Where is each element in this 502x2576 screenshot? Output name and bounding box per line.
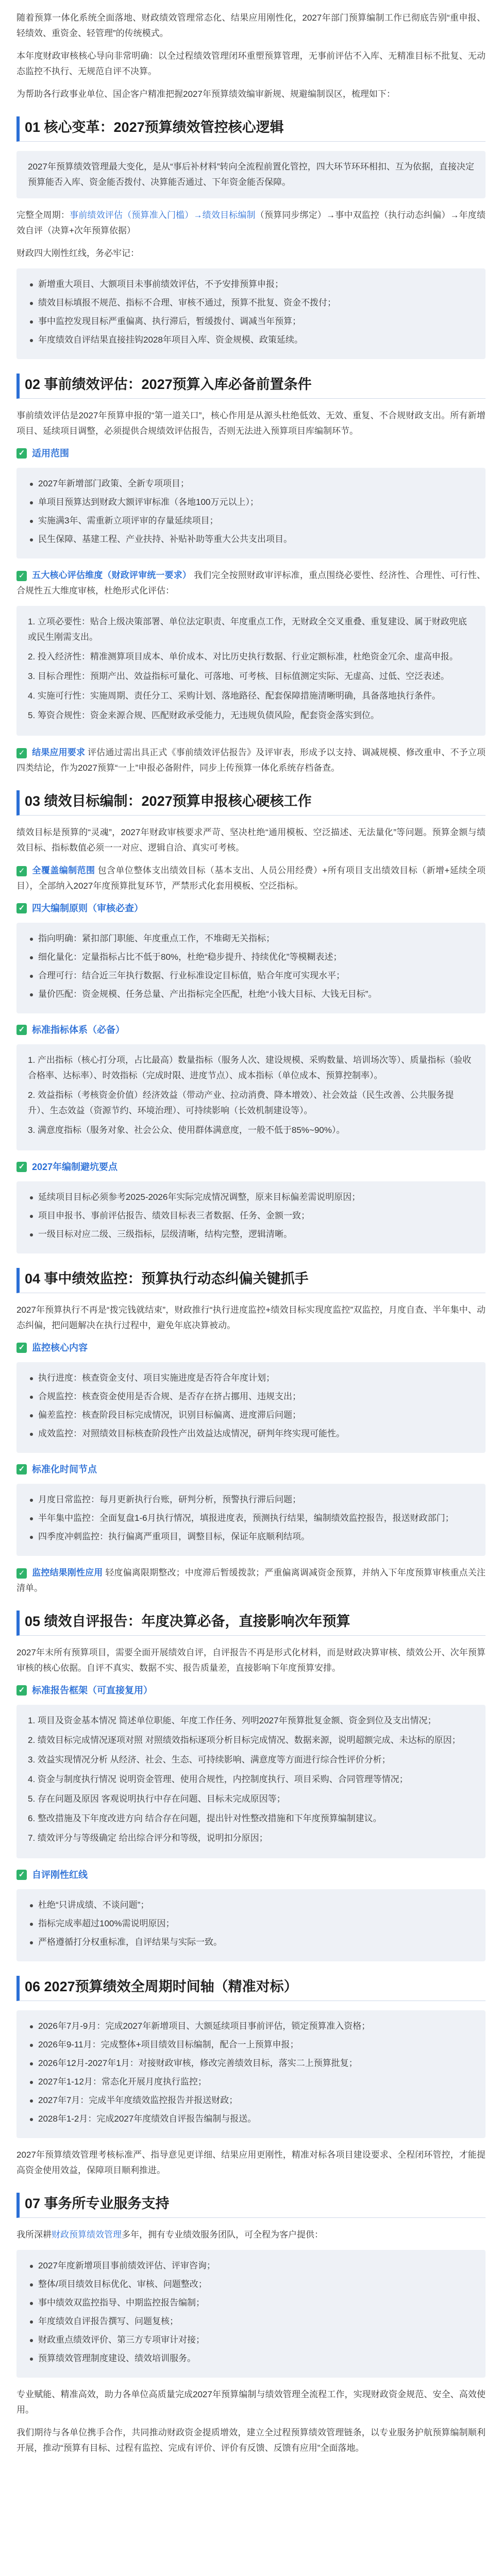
service-item: 年度绩效自评报告撰写、问题复核；: [28, 2314, 474, 2329]
section-03-paragraph: 绩效目标是预算的“灵魂”，2027年财政审核要求严苛、坚决杜绝“通用模板、空泛描述、无法量化”等问题。预算金额与绩效目标、指标数值必须一一对应、逻辑自洽、真实可考核。: [16, 827, 486, 853]
section-04-paragraph: 2027年预算执行不再是“拨完钱就结束”，财政推行“执行进度监控+绩效目标实现度监控”双监控，月度自查、半年集中、动态纠偏，把问题解决在执行过程中，避免年底决算被动。: [16, 1305, 486, 1330]
service-item: 预算绩效管理制度建设、绩效培训服务。: [28, 2351, 474, 2366]
scope-box: [16, 468, 486, 558]
timeline-box: [16, 2010, 486, 2138]
section-07-paragraph: 我们期待与各单位携手合作，共同推动财政资金提质增效，建立全过程预算绩效管理链条，以专业服务护航预算编制顺利开展，推动“预算有目标、过程有监控、完成有评价、评价有反馈、反馈有应用”全面落地。: [16, 2428, 486, 2453]
list-item: 3. 效益实现情况分析 从经济、社会、生态、可持续影响、满意度等方面进行综合性评价分析；: [28, 1755, 391, 1765]
timeline-item: 2026年7月-9月：完成2027年新增项目、大额延续项目事前评估，锁定预算准入资格；: [28, 2019, 474, 2034]
subheading-label: 标准化时间节点: [32, 1464, 97, 1475]
list-item: 5. 存在问题及原因 客观说明执行中存在问题、目标未完成原因等；: [28, 1794, 286, 1804]
section-01-paragraph: 2027年预算绩效管理最大变化，是从“事后补材料”转向全流程前置化管控，四大环节环环相扣、互为依据，直接决定预算能否入库、资金能否拨付、决算能否通过、下年资金能否保障。: [28, 162, 474, 187]
check-icon: ✓: [16, 448, 27, 459]
subheading-label: 四大编制原则（审核必查）: [32, 903, 143, 913]
service-item: 整体/项目绩效目标优化、审核、问题整改；: [28, 2277, 474, 2292]
section-02-paragraph: 事前绩效评估是2027年预算申报的“第一道关口”，核心作用是从源头杜绝低效、无效、重复、不合规财政支出。所有新增项目、延续项目调整，必须提供合规绩效评估报告，否则无法进入预算项目库编制环节。: [16, 411, 486, 436]
list-item: 一级目标对应二级、三级指标，层级清晰，结构完整，逻辑清晰。: [28, 1227, 474, 1242]
section-title-04: 04 事中绩效监控：预算执行动态纠偏关键抓手: [16, 1268, 486, 1293]
check-icon: ✓: [16, 1685, 27, 1696]
timeline-item: 2028年1-2月：完成2027年度绩效自评报告编制与报送。: [28, 2111, 474, 2127]
check-icon: ✓: [16, 1343, 27, 1353]
section-06-paragraph: 2027年预算绩效管理考核标准严、指导意见更详细、结果应用更刚性，精准对标各项目建设要求、全程闭环管控，才能提高资金使用效益，保障项目顺利推进。: [16, 2150, 486, 2175]
list-item: 杜绝“只讲成绩、不谈问题”；: [28, 1897, 474, 1913]
list-item: 4. 实施可行性：实施周期、责任分工、采购计划、落地路径、配套保障措施清晰明确，具备落地执行条件。: [28, 691, 441, 701]
list-item: 量价匹配：资金规模、任务总量、产出指标完全匹配，杜绝“小钱大目标、大钱无目标”。: [28, 987, 474, 1002]
list-item: 年度绩效自评结果直接挂钩2028年项目入库、资金规模、政策延续。: [28, 332, 474, 348]
service-link[interactable]: 财政预算绩效管理: [52, 2230, 122, 2240]
check-icon: ✓: [16, 1162, 27, 1172]
list-item: 成效监控：对照绩效目标核查阶段性产出效益达成情况，研判年终实现可能性。: [28, 1426, 474, 1442]
section-title-05: 05 绩效自评报告：年度决算必备，直接影响次年预算: [16, 1611, 486, 1636]
list-item: 绩效目标填报不规范、指标不合理、审核不通过，预算不批复、资金不拨付；: [28, 295, 474, 311]
list-item: 指标完成率超过100%需说明原因；: [28, 1916, 474, 1931]
intro-paragraph: 随着预算一体化系统全面落地、财政绩效管理常态化、结果应用刚性化，2027年部门预算编制工作已彻底告别“重申报、轻绩效、重资金、轻管理”的传统模式。: [16, 13, 486, 38]
cycle-rest: （预算同步绑定）→事中双监控（执行动态纠偏）→年度绩效自评（决算+次年预算依据）: [16, 210, 486, 235]
list-item: 延续项目目标必须参考2025-2026年实际完成情况调整，原来目标偏差需说明原因；: [28, 1190, 474, 1205]
subheading-label: 适用范围: [32, 448, 69, 459]
check-icon: ✓: [16, 1870, 27, 1880]
nodes-box: [16, 1484, 486, 1556]
list-item: 3. 目标合理性：预期产出、效益指标可量化、可落地、可考核、目标值测定实际、无虚高、过低、空泛表述。: [28, 671, 449, 681]
services-box: [16, 2250, 486, 2378]
list-item: 2. 投入经济性：精准测算项目成本、单价成本、对比历史执行数据、行业定额标准，杜绝资金冗余、虚高申报。: [28, 652, 458, 662]
section-01-box: [16, 151, 486, 198]
dims-desc: 我们完全按照财政审评标准，重点围绕必要性、经济性、合理性、可行性、合规性五大维度审核，杜绝形式化评估：: [16, 570, 486, 596]
list-item: 2. 效益指标（考核资金价值）经济效益（带动产业、拉动消费、降本增效）、社会效益（民生改善、公共服务提升）、生态效益（资源节约、环境治理）、可持续影响（长效机制建设等）。: [28, 1090, 454, 1115]
intro-paragraph: 本年度财政审核核心导向非常明确：以全过程绩效管理闭环重塑预算管理，无事前评估不入库、无精准目标不批复、无动态监控不执行、无规范自评不决算。: [16, 51, 486, 76]
list-item: 半年集中监控：全面复盘1-6月执行情况，填报进度表，预测执行结果，编制绩效监控报告，报送财政部门；: [28, 1511, 474, 1526]
subheading-label: 标准报告框架（可直接复用）: [32, 1685, 153, 1696]
subheading-label: 监控核心内容: [32, 1343, 88, 1353]
check-icon: ✓: [16, 903, 27, 913]
list-item: 1. 立项必要性：贴合上级决策部署、单位法定职责、年度重点工作，无财政全交叉重叠、重复建设、属于财政兜底或民生刚需支出。: [28, 617, 467, 642]
list-item: 2027年新增部门政策、全新专项项目；: [28, 476, 474, 492]
service-item: 财政重点绩效评价、第三方专项审计对接；: [28, 2332, 474, 2348]
standard-box: [16, 1044, 486, 1150]
monitor-result-title: 监控结果刚性应用: [32, 1568, 103, 1578]
timeline-item: 2027年7月：完成半年度绩效监控报告并报送财政；: [28, 2093, 474, 2108]
check-icon: ✓: [16, 748, 27, 758]
list-item: 四季度冲刺监控：执行偏离严重项目，调整目标，保证年底顺利结项。: [28, 1529, 474, 1545]
subheading-nodes: [16, 1462, 486, 1477]
section-07-intro: [16, 2227, 486, 2243]
timeline-item: 2027年1-12月：常态化开展月度执行监控；: [28, 2074, 474, 2090]
cycle-label: 完整全周期：: [16, 210, 70, 220]
cycle-highlight: 事前绩效评估（预算准入门槛）→绩效目标编制: [70, 210, 256, 220]
section-01-cycle: [16, 208, 486, 239]
list-item: 新增重大项目、大额项目未事前绩效评估，不予安排预算申报；: [28, 277, 474, 292]
monitor-result-paragraph: [16, 1565, 486, 1596]
subheading-core: [16, 1341, 486, 1355]
list-item: 实施满3年、需重新立项评审的存量延续项目；: [28, 513, 474, 529]
service-item: 2027年度新增项目事前绩效评估、评审咨询；: [28, 2258, 474, 2274]
check-icon: ✓: [16, 866, 27, 876]
list-item: 偏差监控：核查阶段目标完成情况，识别目标偏离、进度滞后问题；: [28, 1408, 474, 1423]
section-title-02: 02 事前绩效评估：2027预算入库必备前置条件: [16, 374, 486, 399]
section-title-01: 01 核心变革：2027预算绩效管控核心逻辑: [16, 116, 486, 142]
list-item: 1. 产出指标（核心打分项，占比最高）数量指标（服务人次、建设规模、采购数量、培训场次等）、质量指标（验收合格率、达标率）、时效指标（完成时限、进度节点）、成本指标（单位成本、预算控制率）。: [28, 1055, 472, 1080]
redlines-box: [16, 268, 486, 359]
list-item: 6. 整改措施及下年度改进方向 结合存在问题，提出针对性整改措施和下年度预算编制建议。: [28, 1814, 382, 1823]
timeline-item: 2026年12月-2027年1月：对接财政审核，修改完善绩效目标，落实二上预算批复；: [28, 2056, 474, 2071]
list-item: 民生保障、基建工程、产业扶持、补贴补助等重大公共支出项目。: [28, 532, 474, 547]
check-icon: ✓: [16, 1025, 27, 1035]
risk-box: [16, 1181, 486, 1253]
timeline-item: 2026年9-11月：完成整体+项目绩效目标编制，配合一上预算申报；: [28, 2037, 474, 2053]
list-item: 1. 项目及资金基本情况 简述单位职能、年度工作任务、列明2027年预算批复金额、资金到位及支出情况；: [28, 1716, 437, 1725]
list-item: 月度日常监控：每月更新执行台账，研判分析，预警执行滞后问题；: [28, 1492, 474, 1507]
subheading-risk: [16, 1160, 486, 1174]
section-05-paragraph: 2027年末所有预算项目，需要全面开展绩效自评，自评报告不再是形式化材料，而是财政决算审核、绩效公开、次年预算审核的核心依据。自评不真实、数据不实、报告质量差，直接影响下年度预算安排。: [16, 1648, 486, 1673]
section-07-paragraph: 专业赋能、精准高效，助力各单位高质量完成2027年预算编制与绩效管理全流程工作，实现财政资金规范、安全、高效使用。: [16, 2389, 486, 2415]
subheading-label: 标准指标体系（必备）: [32, 1025, 125, 1035]
section-title-03: 03 绩效目标编制：2027预算申报核心硬核工作: [16, 790, 486, 816]
sys-desc: 包含单位整体支出绩效目标（基本支出、人员公用经费）+所有项目支出绩效目标（新增+延续全项目），全部纳入2027年度预算批复环节，严禁形式化套用模板、空泛指标。: [16, 866, 486, 891]
list-item: 执行进度：核查资金支付、项目实施进度是否符合年度计划；: [28, 1370, 474, 1386]
intro-text: 多年，拥有专业绩效服务团队，可全程为客户提供：: [122, 2230, 323, 2240]
list-item: 合理可行：结合近三年执行数据、行业标准设定目标值，贴合年度可实现水平；: [28, 968, 474, 984]
intro-paragraph: 为帮助各行政事业单位、国企客户精准把握2027年预算绩效编审新规、规避编制误区，梳理如下：: [16, 89, 395, 99]
intro-text: 我所深耕: [16, 2230, 52, 2240]
dims-title: 五大核心评估维度（财政评审统一要求）: [32, 570, 192, 580]
service-item: 事中绩效双监控指导、中期监控报告编制；: [28, 2295, 474, 2311]
result-title: 结果应用要求: [32, 748, 86, 757]
list-item: 7. 绩效评分与等级确定 给出综合评分和等级，说明扣分原因；: [28, 1833, 268, 1843]
subheading-redlines: [16, 1868, 486, 1882]
list-item: 事中监控发现目标严重偏离、执行滞后，暂缓拨付、调减当年预算；: [28, 314, 474, 329]
dims-paragraph: [16, 568, 486, 599]
check-icon: ✓: [16, 1464, 27, 1475]
check-icon: ✓: [16, 1568, 27, 1579]
subheading-standard: [16, 1023, 486, 1037]
dims-box: [16, 606, 486, 736]
result-desc: 评估通过需出具正式《事前绩效评估报告》及评审表，形成予以支持、调减规模、修改重申、不予立项四类结论，作为2027预算“一上”申报必备附件，同步上传预算一体化系统存档备查。: [16, 748, 486, 773]
subheading-scope: [16, 446, 486, 461]
monitor-result-desc: 轻度偏离限期整改；中度滞后暂缓拨款；严重偏离调减资金预算，并纳入下年度预算审核重点关注清单。: [16, 1568, 486, 1593]
list-item: 3. 满意度指标（服务对象、社会公众、使用群体满意度，一般不低于85%~90%）。: [28, 1125, 345, 1135]
list-item: 2. 绩效目标完成情况逐项对照 对照绩效指标逐项分析目标完成情况、数据来源，说明超额完成、未达标的原因；: [28, 1735, 461, 1745]
list-item: 单项目预算达到财政大额评审标准（各地100万元以上）；: [28, 495, 474, 510]
subheading-label: 自评刚性红线: [32, 1870, 88, 1880]
selfeval-redlines-box: [16, 1889, 486, 1961]
subheading-label: 2027年编制避坑要点: [32, 1162, 118, 1172]
principles-box: [16, 923, 486, 1013]
check-icon: ✓: [16, 571, 27, 581]
list-item: 4. 资金与制度执行情况 说明资金管理、使用合规性，内控制度执行、项目采购、合同管理等情况；: [28, 1774, 408, 1784]
sys-paragraph: [16, 863, 486, 894]
sys-title: 全覆盖编制范围: [32, 866, 95, 875]
list-item: 合规监控：核查资金使用是否合规、是否存在挤占挪用、违规支出；: [28, 1389, 474, 1404]
subheading-principles: [16, 901, 486, 916]
section-title-06: 06 2027预算绩效全周期时间轴（精准对标）: [16, 1976, 486, 2001]
list-item: 细化量化：定量指标占比不低于80%，杜绝“稳步提升、持续优化”等模糊表述；: [28, 950, 474, 965]
subheading-frame: [16, 1683, 486, 1698]
list-item: 指向明确：紧扣部门职能、年度重点工作，不堆砌无关指标；: [28, 931, 474, 946]
section-01-redlines-intro: 财政四大刚性红线，务必牢记：: [16, 248, 139, 258]
result-paragraph: [16, 745, 486, 776]
core-box: [16, 1362, 486, 1453]
list-item: 5. 筹资合规性：资金来源合规、匹配财政承受能力，无违规负债风险，配套资金落实到位。: [28, 710, 379, 720]
list-item: 严格遵循打分权重标准，自评结果与实际一致。: [28, 1935, 474, 1950]
frame-box: [16, 1705, 486, 1858]
section-title-07: 07 事务所专业服务支持: [16, 2193, 486, 2218]
list-item: 项目申报书、事前评估报告、绩效目标表三者数据、任务、金额一致；: [28, 1208, 474, 1224]
